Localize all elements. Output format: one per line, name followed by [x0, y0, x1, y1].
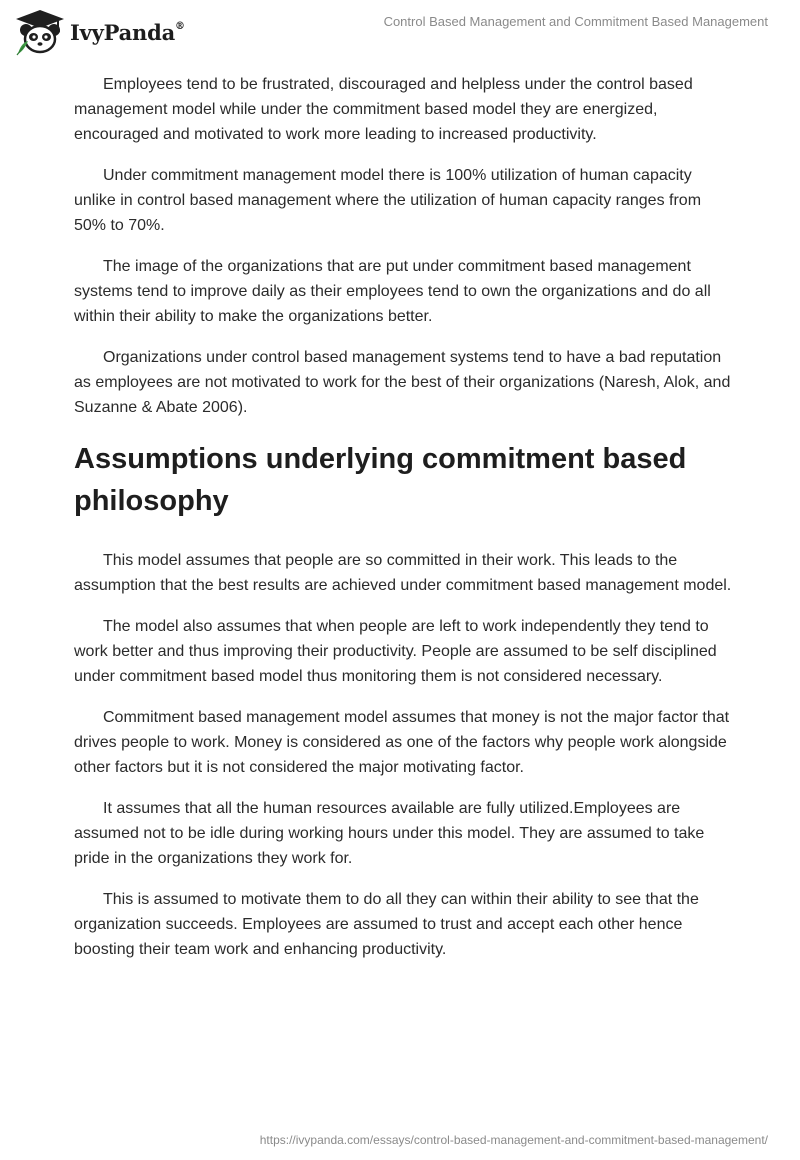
- paragraph: The image of the organizations that are put under commitment based management systems tend to improve daily as their employees tend to own the organizations and do all within their ability to make the organizations better.: [74, 258, 711, 325]
- paragraph: This is assumed to motivate them to do all they can within their ability to see that the organization succeeds. Employees are assumed to trust and accept each other hence boosting their team work and enhancing productivity.: [74, 891, 699, 958]
- panda-graduate-logo-icon: [14, 8, 66, 56]
- paragraph: Commitment based management model assumes that money is not the major factor that drives people to work. Money is considered as one of the factors why people work alongside other factors but it is not considered the major motivating factor.: [74, 709, 730, 776]
- paragraph: Under commitment management model there is 100% utilization of human capacity unlike in control based management where the utilization of human capacity ranges from 50% to 70%.: [74, 167, 702, 234]
- brand-logo[interactable]: [14, 8, 185, 56]
- registered-mark: ®: [175, 20, 185, 32]
- source-url[interactable]: https://ivypanda.com/essays/control-based-management-and-commitment-based-management/: [259, 1133, 768, 1147]
- section-heading: Assumptions underlying commitment based philosophy: [74, 443, 687, 517]
- paragraph: The model also assumes that when people are left to work independently they tend to work better and thus improving their productivity. People are assumed to be self disciplined under commitment based model thus monitoring them is not considered necessary.: [74, 618, 717, 685]
- paragraph: This model assumes that people are so committed in their work. This leads to the assumption that the best results are achieved under commitment based management model.: [74, 552, 732, 594]
- paragraph: Employees tend to be frustrated, discouraged and helpless under the control based management model while under the commitment based model they are energized, encouraged and motivated to work more leading to increased productivity.: [74, 76, 693, 143]
- paragraph: Organizations under control based management systems tend to have a bad reputation as employees are not motivated to work for the best of their organizations (Naresh, Alok, and Suzanne & Abate 2006).: [74, 349, 731, 416]
- document-title: Control Based Management and Commitment Based Management: [383, 14, 768, 29]
- brand-name: IvyPanda®: [70, 19, 185, 45]
- page-header: [0, 0, 800, 60]
- paragraph: It assumes that all the human resources available are fully utilized.Employees are assumed not to be idle during working hours under this model. They are assumed to take pride in the organizations they work for.: [74, 800, 705, 867]
- essay-content: [74, 72, 734, 978]
